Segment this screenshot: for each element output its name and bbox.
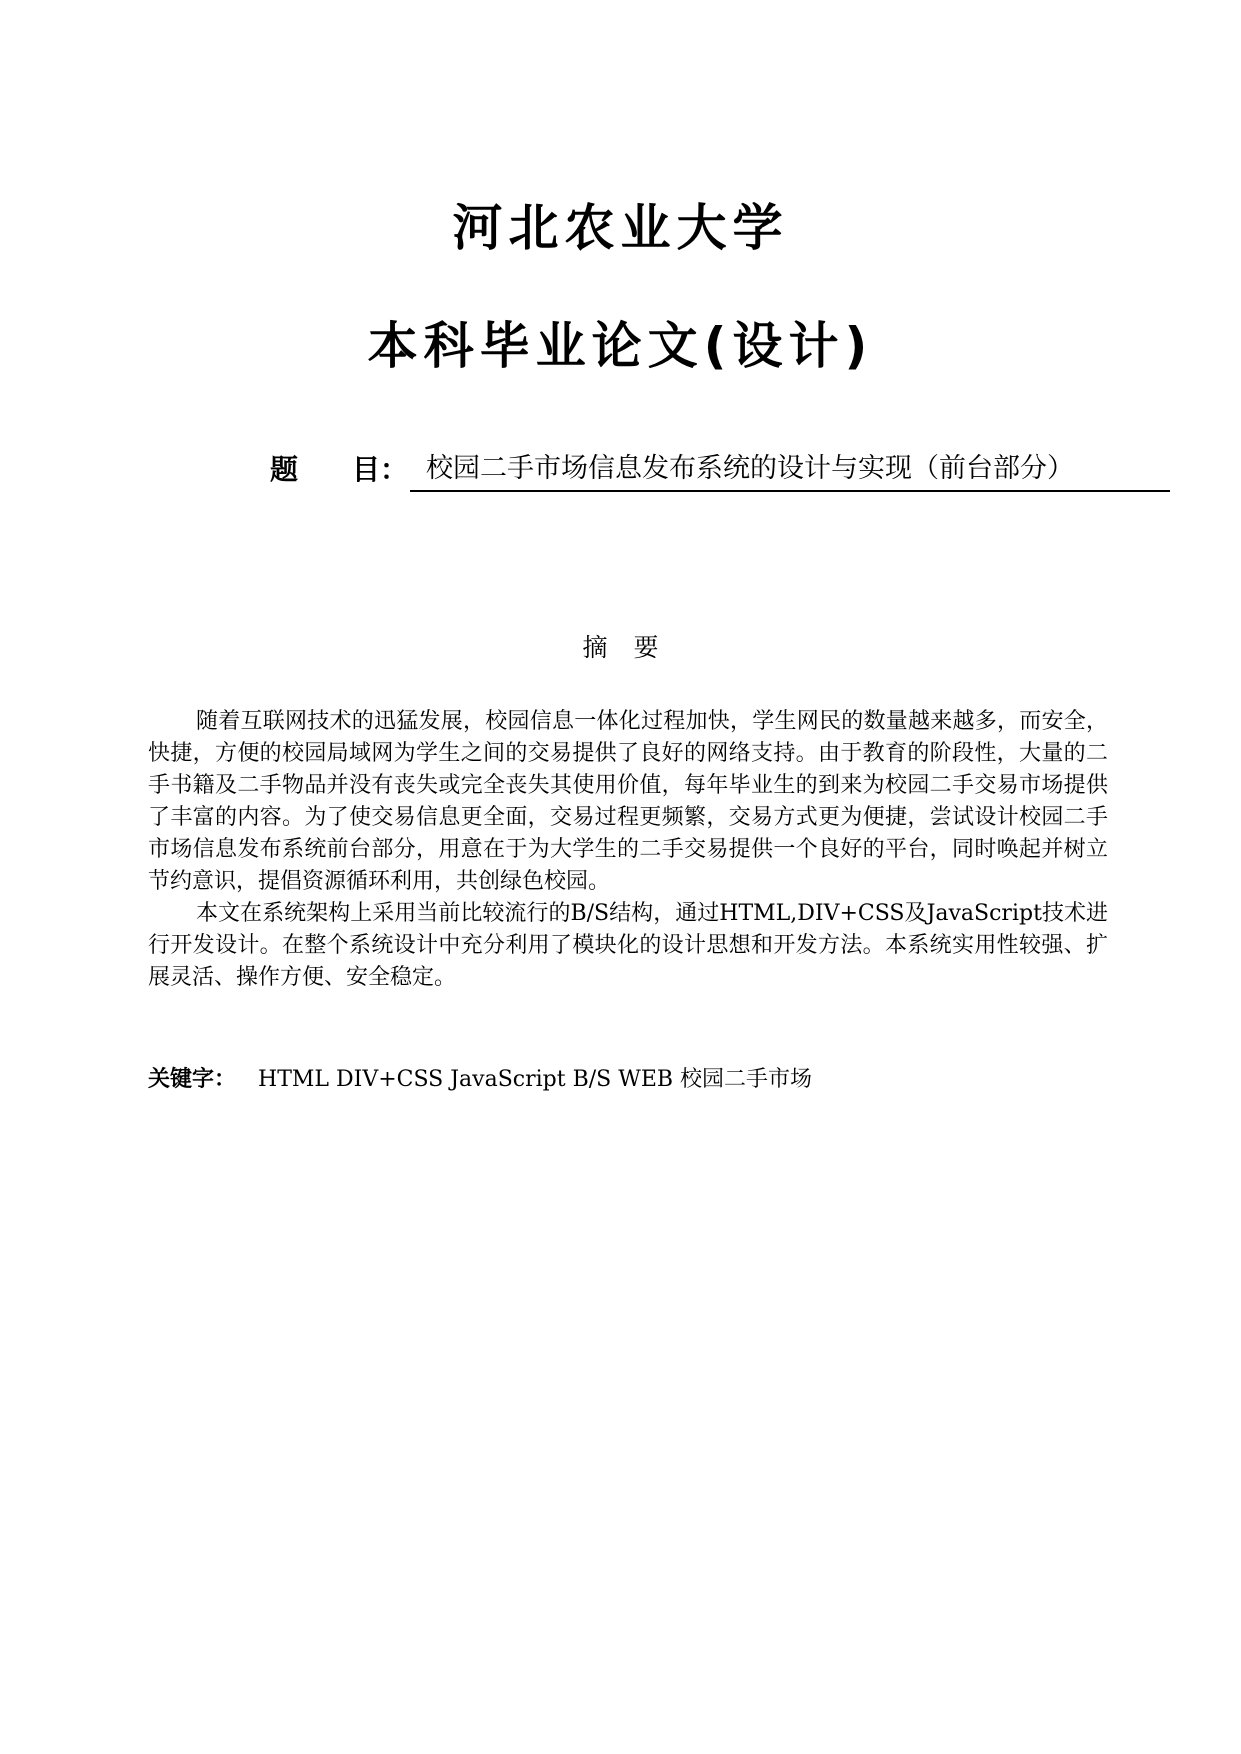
- title-label-part1: 题: [270, 453, 299, 486]
- abstract-paragraph: 本文在系统架构上采用当前比较流行的B/S结构，通过HTML,DIV+CSS及JavaScript技术进行开发设计。在整个系统设计中充分利用了模块化的设计思想和开发方法。本系统实用性较强、扩展灵活、操作方便、安全稳定。: [148, 901, 1108, 990]
- university-name: 河北农业大学: [452, 199, 789, 257]
- title-label-part2: 目: [352, 453, 381, 486]
- abstract-heading: 摘要: [582, 633, 685, 662]
- thesis-title-value: 校园二手市场信息发布系统的设计与实现（前台部分）: [410, 448, 1170, 492]
- title-label-colon: ：: [380, 453, 409, 486]
- abstract-paragraph: 随着互联网技术的迅猛发展，校园信息一体化过程加快，学生网民的数量越来越多，而安全，快捷，方便的校园局域网为学生之间的交易提供了良好的网络支持。由于教育的阶段性，大量的二手书籍及二手物品并没有丧失或完全丧失其使用价值，每年毕业生的到来为校园二手交易市场提供了丰富的内容。为了使交易信息更全面，交易过程更频繁，交易方式更为便捷，尝试设计校园二手市场信息发布系统前台部分，用意在于为大学生的二手交易提供一个良好的平台，同时唤起并树立节约意识，提倡资源循环利用，共创绿色校园。: [148, 709, 1108, 894]
- thesis-type-heading: 本科毕业论文(设计): [367, 317, 874, 375]
- abstract-body: [148, 706, 1108, 994]
- keywords-label: 关键字：: [148, 1067, 237, 1092]
- keywords-value: HTML DIV+CSS JavaScript B/S WEB 校园二手市场: [258, 1067, 813, 1092]
- thesis-title-row: [270, 448, 1170, 492]
- keywords-line: [148, 1064, 1108, 1096]
